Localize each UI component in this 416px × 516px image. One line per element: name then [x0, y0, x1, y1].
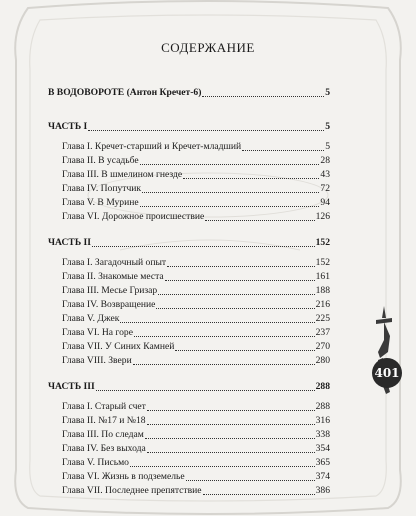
page-number: 72: [320, 183, 330, 194]
toc-chapter-entry[interactable]: [48, 210, 330, 224]
toc-chapter-entry[interactable]: [48, 428, 330, 442]
chapter-title: Глава II. Знакомые места: [62, 271, 164, 282]
part-title: ЧАСТЬ I: [48, 121, 88, 132]
chapter-title: Глава I. Старый счет: [62, 401, 146, 412]
page-number: 280: [315, 355, 330, 366]
toc-chapter-entry[interactable]: [48, 484, 330, 498]
page-number: 126: [315, 211, 330, 222]
leader-dots: [205, 219, 314, 221]
leader-dots: [202, 95, 324, 97]
page-number: 288: [315, 381, 330, 392]
leader-dots: [120, 321, 314, 323]
leader-dots: [130, 465, 315, 467]
chapter-title: Глава III. Месье Гризар: [62, 285, 158, 296]
leader-dots: [147, 451, 315, 453]
page-number: 386: [315, 485, 330, 496]
page-number: 94: [320, 197, 330, 208]
leader-dots: [158, 293, 314, 295]
chapter-title: Глава III. По следам: [62, 429, 144, 440]
toc-chapter-entry[interactable]: [48, 414, 330, 428]
toc-chapter-entry[interactable]: [48, 470, 330, 484]
toc-chapter-entry[interactable]: [48, 456, 330, 470]
page-number: 338: [315, 429, 330, 440]
toc-chapter-entry[interactable]: [48, 312, 330, 326]
page-number: 316: [315, 415, 330, 426]
leader-dots: [175, 349, 314, 351]
chapter-title: Глава II. №17 и №18: [62, 415, 146, 426]
chapter-title: Глава IV. Попутчик: [62, 183, 142, 194]
toc-chapter-entry[interactable]: [48, 400, 330, 414]
chapter-title: Глава II. В усадьбе: [62, 155, 139, 166]
leader-dots: [186, 479, 315, 481]
page-number-badge: 401: [372, 358, 402, 388]
leader-dots: [165, 279, 315, 281]
leader-dots: [167, 265, 314, 267]
toc-chapter-entry[interactable]: [48, 140, 330, 154]
toc-chapter-entry[interactable]: [48, 340, 330, 354]
page-number: 270: [315, 341, 330, 352]
leader-dots: [134, 335, 315, 337]
leader-dots: [142, 191, 319, 193]
chapter-title: Глава VI. Дорожное происшествие: [62, 211, 205, 222]
leader-dots: [92, 245, 315, 247]
toc-chapter-entry[interactable]: [48, 168, 330, 182]
leader-dots: [140, 163, 320, 165]
toc-chapter-entry[interactable]: [48, 182, 330, 196]
leader-dots: [147, 409, 315, 411]
page-number: 216: [315, 299, 330, 310]
chapter-title: Глава I. Кречет-старший и Кречет-младший: [62, 141, 242, 152]
leader-dots: [156, 307, 314, 309]
leader-dots: [140, 205, 320, 207]
leader-dots: [88, 129, 324, 131]
toc-chapter-entry[interactable]: [48, 154, 330, 168]
part-title: ЧАСТЬ III: [48, 381, 95, 392]
page-number: 43: [320, 169, 330, 180]
toc-part-entry[interactable]: [48, 120, 330, 134]
chapter-title: Глава VI. На горе: [62, 327, 133, 338]
toc-chapter-entry[interactable]: [48, 298, 330, 312]
toc-chapter-entry[interactable]: [48, 256, 330, 270]
toc-chapter-entry[interactable]: [48, 196, 330, 210]
page-number: 354: [315, 443, 330, 454]
chapter-title: Глава III. В шмелином гнезде: [62, 169, 183, 180]
page-title: СОДЕРЖАНИЕ: [161, 40, 255, 55]
chapter-title: Глава VIII. Звери: [62, 355, 132, 366]
leader-dots: [242, 149, 324, 151]
page-number: 28: [320, 155, 330, 166]
chapter-title: Глава I. Загадочный опыт: [62, 257, 167, 268]
toc-chapter-entry[interactable]: [48, 270, 330, 284]
page-number: 5: [325, 121, 330, 132]
chapter-title: Глава IV. Возвращение: [62, 299, 156, 310]
leader-dots: [96, 389, 315, 391]
toc-chapter-entry[interactable]: [48, 354, 330, 368]
page-number: 288: [315, 401, 330, 412]
toc-part-entry[interactable]: [48, 236, 330, 250]
page-number: 225: [315, 313, 330, 324]
page-number: 365: [315, 457, 330, 468]
part-title: ЧАСТЬ II: [48, 237, 92, 248]
chapter-title: Глава VII. Последнее препятствие: [62, 485, 202, 496]
page-number: 161: [315, 271, 330, 282]
chapter-title: Глава VII. У Синих Камней: [62, 341, 175, 352]
page-number: 5: [325, 141, 330, 152]
leader-dots: [203, 493, 315, 495]
chapter-title: Глава VI. Жизнь в подземелье: [62, 471, 185, 482]
leader-dots: [133, 363, 315, 365]
chapter-title: Глава V. В Мурине: [62, 197, 139, 208]
page-number: 152: [315, 237, 330, 248]
toc-book-entry[interactable]: [48, 86, 330, 100]
page-number: 374: [315, 471, 330, 482]
leader-dots: [145, 437, 315, 439]
page-number: 152: [315, 257, 330, 268]
toc-part-entry[interactable]: [48, 380, 330, 394]
page-number: 188: [315, 285, 330, 296]
chapter-title: Глава V. Письмо: [62, 457, 129, 468]
chapter-title: Глава IV. Без выхода: [62, 443, 146, 454]
toc-chapter-entry[interactable]: [48, 326, 330, 340]
page-number: 237: [315, 327, 330, 338]
chapter-title: Глава V. Джек: [62, 313, 120, 324]
toc-chapter-entry[interactable]: [48, 442, 330, 456]
book-title: В ВОДОВОРОТЕ (Антон Кречет-6): [48, 87, 202, 98]
page-number: 5: [325, 87, 330, 98]
toc-chapter-entry[interactable]: [48, 284, 330, 298]
leader-dots: [183, 177, 319, 179]
leader-dots: [147, 423, 315, 425]
